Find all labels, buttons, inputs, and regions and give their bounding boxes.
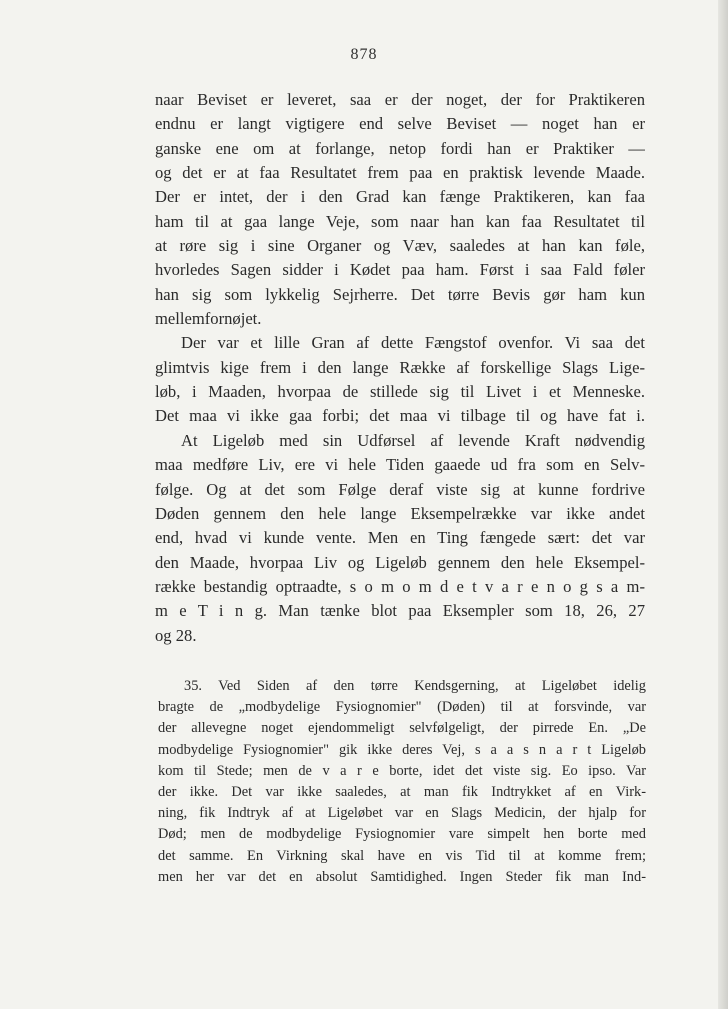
text-line: Der var et lille Gran af dette Fængstof ovenfor. Vi saa det <box>181 333 645 353</box>
text-line: maa medføre Liv, ere vi hele Tiden gaaede ud fra som en Selv- <box>155 455 645 475</box>
text-line: løb, i Maaden, hvorpaa de stillede sig til Livet i et Menneske. <box>155 382 645 402</box>
note-line: modbydelige Fysiognomier" gik ikke deres Vej, s a a s n a r t Ligeløb <box>158 741 646 758</box>
page-number: 878 <box>350 46 378 63</box>
text-line: den Maade, hvorpaa Liv og Ligeløb gennem den hele Eksempel- <box>155 552 645 572</box>
text-line: ganske ene om at forlange, netop fordi han er Praktiker — <box>155 138 645 158</box>
text-line: og 28. <box>155 625 197 645</box>
text-line: følge. Og at det som Følge deraf viste sig at kunne fordrive <box>155 479 645 499</box>
text-line: naar Beviset er leveret, saa er der noget, der for Praktikeren <box>155 90 645 109</box>
text-line: Det maa vi ikke gaa forbi; det maa vi tilbage til og have fat i. <box>155 406 645 426</box>
text-line: række bestandig optraadte, s o m o m d e t v a r e n o g s a m- <box>155 576 645 596</box>
text-line: hvorledes Sagen sidder i Kødet paa ham. Først i saa Fald føler <box>155 260 645 280</box>
note-line: det samme. En Virkning skal have en vis Tid til at komme frem; <box>158 847 646 864</box>
note-line: ning, fik Indtryk af at Ligeløbet var en Slags Medicin, der hjalp for <box>158 805 646 822</box>
text-line: Der er intet, der i den Grad kan fænge Praktikeren, kan faa <box>155 187 645 207</box>
main-text <box>155 88 645 648</box>
text-line: og det er at faa Resultatet frem paa en praktisk levende Maade. <box>155 163 645 183</box>
note-line: bragte de „modbydelige Fysiognomier" (Døden) til at forsvinde, var <box>158 699 646 716</box>
text-line: Døden gennem den hele lange Eksempelrække var ikke andet <box>155 503 645 523</box>
note-line: kom til Stede; men de v a r e borte, idet det viste sig. Eo ipso. Var <box>158 762 646 779</box>
text-line: han sig som lykkelig Sejrherre. Det tørre Bevis gør ham kun <box>155 284 645 304</box>
note-line: der ikke. Det var ikke saaledes, at man fik Indtrykket af en Virk- <box>158 783 646 800</box>
text-line: ham til at gaa lange Veje, som naar han kan faa Resultatet til <box>155 211 645 231</box>
page-edge <box>718 0 728 1009</box>
note-line: 35. Ved Siden af den tørre Kendsgerning, at Ligeløbet idelig <box>184 678 646 694</box>
footnote-section <box>158 676 646 888</box>
note-line: der allevegne noget ejendommeligt selvfølgeligt, der pirrede En. „De <box>158 720 646 737</box>
text-line: glimtvis kige frem i den lange Række af forskellige Slags Lige- <box>155 357 645 377</box>
text-line: m e T i n g. Man tænke blot paa Eksempler som 18, 26, 27 <box>155 601 645 621</box>
text-line: At Ligeløb med sin Udførsel af levende Kraft nødvendig <box>181 430 645 450</box>
note-line: men her var det en absolut Samtidighed. Ingen Steder fik man Ind- <box>158 868 646 885</box>
text-line: at røre sig i sine Organer og Væv, saaledes at han kan føle, <box>155 236 645 256</box>
note-line: Død; men de modbydelige Fysiognomier vare simpelt hen borte med <box>158 826 646 843</box>
text-line: endnu er langt vigtigere end selve Beviset — noget han er <box>155 114 645 134</box>
text-line: mellemfornøjet. <box>155 309 262 329</box>
text-line: end, hvad vi kunde vente. Men en Ting fængede sært: det var <box>155 528 645 548</box>
